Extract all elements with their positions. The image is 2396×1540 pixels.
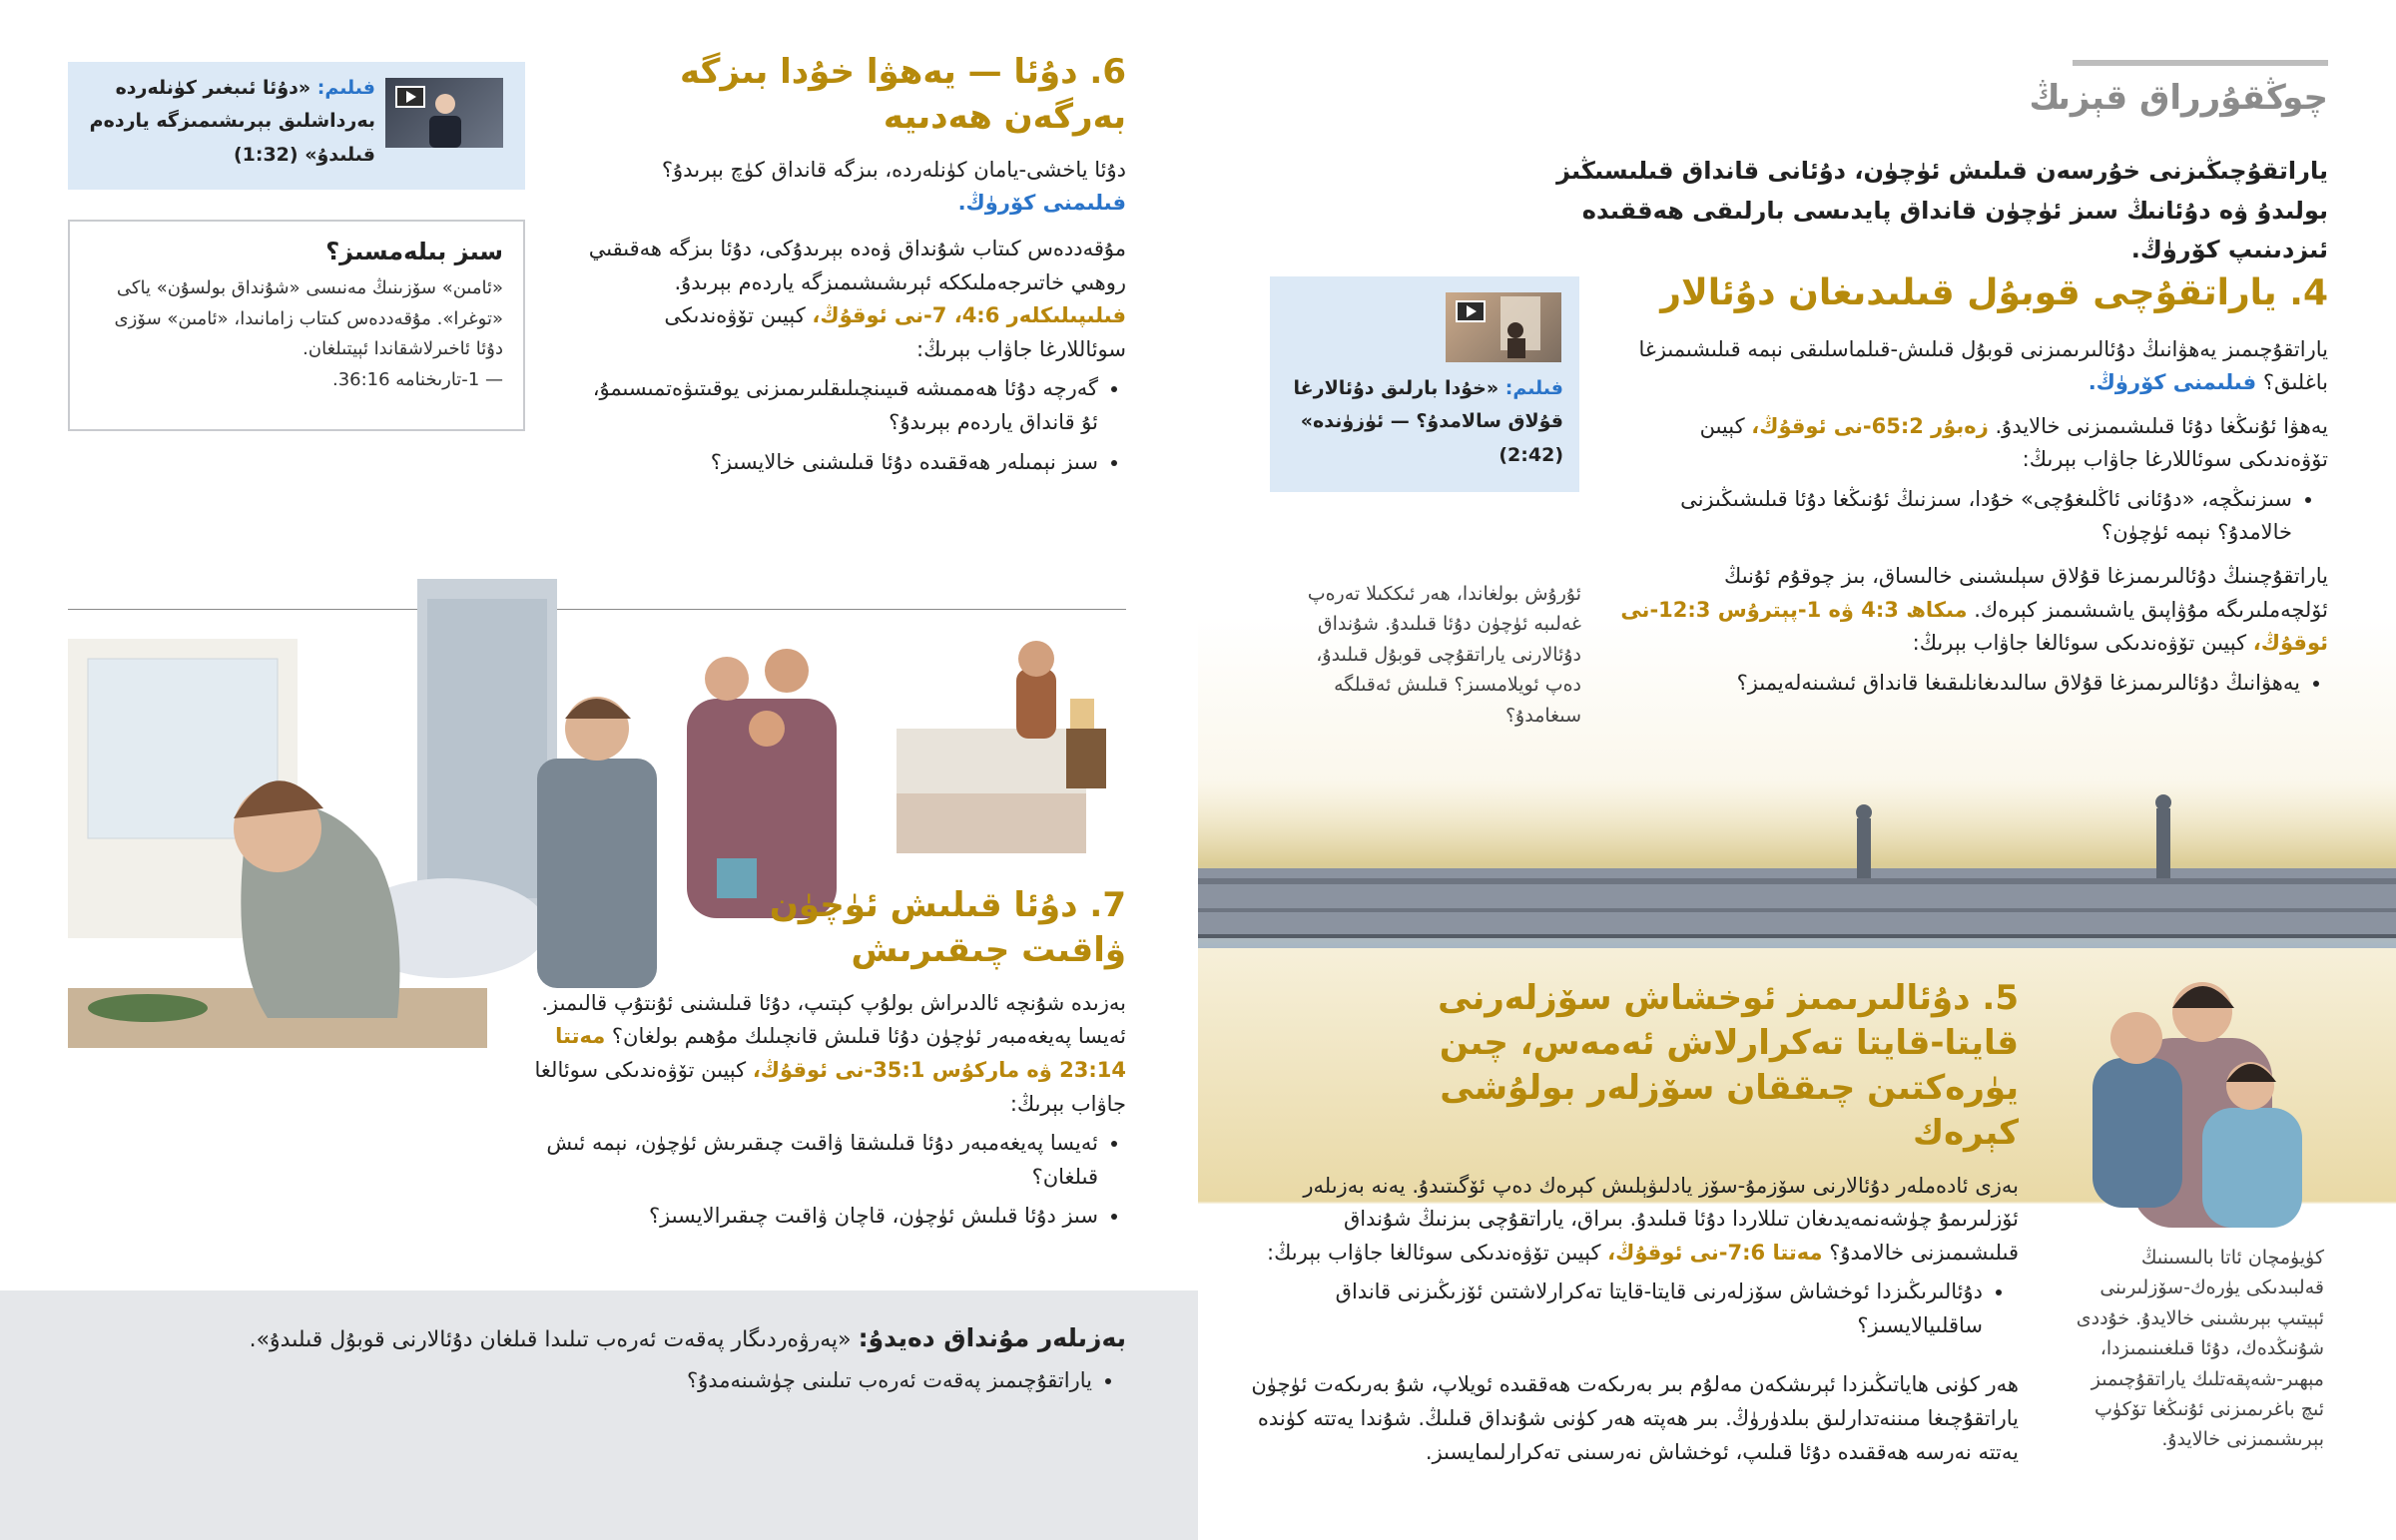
scripture-link-4a[interactable]: زەبۇر 65:2-نى ئوقۇڭ، — [1751, 413, 1989, 438]
scripture-link-6[interactable]: فىلىپىلىكلەر 4:6، 7-نى ئوقۇڭ، — [812, 303, 1126, 328]
section-5-bullets — [1308, 1276, 2019, 1342]
footer-bullets — [40, 1364, 1126, 1398]
section-6-para2: مۇقەددەس كىتاب شۇنداق ۋەدە بېرىدۇكى، دۇئا بىزگە ھەقىقىي روھىي خاتىرجەملىككە ئېرىشىشىمىزگە ياردەم بېرىدۇ. فىلىپىلىكلەر 4:6، 7-نى ئوقۇڭ، كېيىن تۆۋەندىكى سوئاللارغا جاۋاب بېرىڭ: — [588, 236, 1126, 361]
video-card-text — [1284, 372, 1563, 472]
section-5-heading — [1248, 976, 2019, 1156]
video-thumbnail[interactable] — [385, 78, 503, 148]
sidebar-ref: — 1-تارىخنامە 36:16. — [331, 368, 503, 390]
prayer-thumbnail-icon — [1446, 292, 1561, 362]
prison-camp-illustration — [1198, 778, 2396, 948]
section-4-para1: ياراتقۇچىمىز يەھۋانىڭ دۇئالىرىمىزنى قوبۇل قىلىش-قىلماسلىقى نېمە قىلىشىمىزغا باغلىق؟ فىلىمنى كۆرۈڭ. — [1638, 336, 2328, 395]
section-7 — [519, 883, 1126, 1240]
scripture-link-4b[interactable]: مىكاھ 4:3 ۋە 1-پېترۇس 12:3-نى ئوقۇڭ، — [1620, 597, 2328, 656]
list-item: • يەھۋانىڭ دۇئالىرىمىزغا قۇلاق سالىدىغانلىقىغا قانداق ئىشىنەلەيمىز؟ — [1607, 667, 2300, 701]
section-6 — [579, 50, 1126, 485]
section-5-title: دۇئالىرىمىز ئوخشاش سۆزلەرنى قايتا-قايتا تەكرارلاش ئەمەس، چىن يۈرەكتىن چىققان سۆزلەر بولۇشى كېرەك — [1438, 978, 2019, 1153]
section-5 — [1248, 976, 2019, 1469]
list-item: • گەرچە دۇئا ھەممىشە قىيىنچىلىقلىرىمىزنى يوقىتىۋەتمىسىمۇ، ئۇ قانداق ياردەم بېرىدۇ؟ — [579, 372, 1098, 439]
film-link-4[interactable]: فىلىمنى كۆرۈڭ. — [2088, 370, 2257, 395]
video-title: «دۇئا ئىبغىر كۈنلەردە بەرداشلىق بېرىشىمىزگە ياردەم قىلىدۇ» — [89, 77, 375, 166]
section-6-heading — [579, 50, 1126, 140]
section-4-para2: يەھۋا ئۇنىڭغا دۇئا قىلىشىمىزنى خالايدۇ. زەبۇر 65:2-نى ئوقۇڭ، كېيىن تۆۋەندىكى سوئاللارغا جاۋاب بېرىڭ: — [1699, 413, 2328, 472]
video-label: فىلىم: — [1504, 377, 1563, 399]
film-link-6[interactable]: فىلىمنى كۆرۈڭ. — [957, 191, 1126, 216]
family-caption: كۈيۈمچان ئاتا بالىسىنىڭ قەلبىدىكى يۈرەك-سۆزلىرىنى ئېيتىپ بېرىشىنى خالايدۇ. خۇددى شۇنىڭدەك، دۇئا قىلغىنىمىزدا، مېھىر-شەپقەتلىك ياراتقۇچىمىز ئىچ باغرىمىزنى ئۇنىڭغا تۆكۈپ بېرىشىمىزنى خالايدۇ. — [2076, 1247, 2324, 1451]
some-people-say-footer — [0, 1290, 1198, 1540]
section-6-intro: دۇئا ياخشى-يامان كۈنلەردە، بىزگە قانداق كۈچ بېرىدۇ؟ فىلىمنى كۆرۈڭ. — [661, 157, 1126, 216]
list-item: • ياراتقۇچىمىز پەقەت ئەرەب تىلىنى چۈشىنەمدۇ؟ — [40, 1364, 1092, 1398]
video-card-left[interactable] — [68, 62, 525, 190]
section-4 — [1607, 269, 2328, 706]
right-intro: ياراتقۇچىڭىزنى خۇرسەن قىلىش ئۈچۈن، دۇئانى قانداق قىلىسىڭىز بولىدۇ ۋە دۇئانىڭ سىز ئۈچۈن قانداق پايدىسى بارلىقى ھەققىدە ئىزدىنىپ كۆرۈڭ. — [1556, 157, 2328, 264]
video-card-text — [86, 72, 375, 172]
section-title-rule — [2073, 60, 2328, 66]
section-7-number: 7. — [1089, 885, 1126, 925]
section-4-title: ياراتقۇچى قوبۇل قىلىدىغان دۇئالار — [1660, 272, 2277, 313]
scripture-link-5[interactable]: مەتتا 7:6-نى ئوقۇڭ، — [1607, 1240, 1823, 1265]
section-7-bullets — [519, 1127, 1126, 1234]
section-6-number: 6. — [1089, 52, 1126, 92]
sidebar-text: «ئامىن» سۆزىنىڭ مەنىسى «شۇنداق بولسۇن» ياكى «توغرا». مۇقەددەس كىتاب زامانىدا، «ئامىن» سۆزى دۇئا ئاخىرلاشقاندا ئېيتىلغان. — [114, 277, 503, 360]
video-card-right[interactable] — [1270, 276, 1579, 492]
scripture-link-7[interactable]: مەتتا 23:14 ۋە ماركۇس 35:1-نى ئوقۇڭ، — [555, 1024, 1126, 1082]
section-4-para3: ياراتقۇچىنىڭ دۇئالىرىمىزغا قۇلاق سېلىشىنى خالىساق، بىز چوقۇم ئۇنىڭ ئۆلچەملىرىگە مۇۋاپىق ياشىشىمىز كېرەك. مىكاھ 4:3 ۋە 1-پېترۇس 12:3-نى ئوقۇڭ، كېيىن تۆۋەندىكى سوئالغا جاۋاب بېرىڭ: — [1620, 564, 2328, 656]
list-item: • سىز نېمىلەر ھەققىدە دۇئا قىلىشنى خالايسىز؟ — [579, 446, 1098, 480]
footer-quote: «پەرۋەردىگار پەقەت ئەرەب تىلىدا قىلغان دۇئالارنى قوبۇل قىلىدۇ». — [249, 1327, 852, 1352]
video-duration: (2:42) — [1498, 443, 1563, 466]
video-duration: (1:32) — [233, 143, 299, 166]
did-you-know-box — [68, 220, 525, 431]
footer-quote-line — [40, 1318, 1126, 1358]
section-6-bullets — [579, 372, 1126, 479]
prison-caption: ئۇرۇش بولغاندا، ھەر ئىككىلا تەرەپ غەلىبە ئۈچۈن دۇئا قىلىدۇ. شۇنداق دۇئالارنى ياراتقۇچى قوبۇل قىلىدۇ، دەپ ئويلامسىز؟ قىلىش ئەقىلگە سىغامدۇ؟ — [1307, 583, 1581, 727]
section-4-heading — [1607, 269, 2328, 317]
section-7-para: بەزىدە شۇنچە ئالدىراش بولۇپ كېتىپ، دۇئا قىلىشنى ئۇنتۇپ قالىمىز. ئەيسا پەيغەمبەر ئۈچۈن دۇئا قىلىش قانچىلىك مۇھىم بولغان؟ مەتتا 23:14 ۋە ماركۇس 35:1-نى ئوقۇڭ، كېيىن تۆۋەندىكى سوئالغا جاۋاب بېرىڭ: — [534, 990, 1126, 1116]
section-5-number: 5. — [1982, 978, 2019, 1018]
father-son-image — [2073, 968, 2332, 1238]
prison-scene-image — [1198, 778, 2396, 948]
footer-label: بەزىلەر مۇنداق دەيدۇ: — [858, 1323, 1126, 1352]
list-item: • ئەيسا پەيغەمبەر دۇئا قىلىشقا ۋاقىت چىقىرىش ئۈچۈن، نېمە ئىش قىلغان؟ — [519, 1127, 1098, 1194]
list-item: • دۇئالىرىڭىزدا ئوخشاش سۆزلەرنى قايتا-قايتا تەكرارلاشتىن ئۆزىڭىزنى قانداق ساقلىيالايسىز؟ — [1308, 1276, 1983, 1342]
section-7-heading — [719, 883, 1126, 973]
right-page — [1198, 0, 2396, 1540]
section-4-bullets-a — [1647, 483, 2328, 550]
section-6-title: دۇئا — يەھۋا خۇدا بىزگە بەرگەن ھەدىيە — [680, 52, 1126, 137]
section-7-title: دۇئا قىلىش ئۈچۈن ۋاقىت چىقىرىش — [769, 885, 1126, 970]
list-item: • سىز دۇئا قىلىش ئۈچۈن، قاچان ۋاقىت چىقىرالايسىز؟ — [519, 1200, 1098, 1234]
list-item: • سىزنىڭچە، «دۇئانى ئاڭلىغۇچى» خۇدا، سىزنىڭ ئۇنىڭغا دۇئا قىلىشىڭىزنى خالامدۇ؟ نېمە ئۈچۈن؟ — [1647, 483, 2292, 550]
video-thumbnail[interactable] — [1446, 292, 1561, 362]
father-son-illustration — [2073, 968, 2332, 1238]
sidebar-title: سىز بىلەمسىز؟ — [325, 238, 503, 265]
section-5-para1: بەزى ئادەملەر دۇئالارنى سۆزمۇ-سۆز يادلىۋېلىش كېرەك دەپ ئۆگىتىدۇ. يەنە بەزىلەر ئۆزلىرىمۇ چۈشەنمەيدىغان تىللاردا دۇئا قىلىدۇ. بىراق، ياراتقۇچى بىزنىڭ شۇنداق قىلىشىمىزنى خالامدۇ؟ مەتتا 7:6-نى ئوقۇڭ، كېيىن تۆۋەندىكى سوئالغا جاۋاب بېرىڭ: — [1267, 1173, 2019, 1265]
video-title: «خۇدا بارلىق دۇئالارغا قۇلاق سالامدۇ؟ — ئۈزۈندە» — [1293, 377, 1563, 433]
video-label: فىلىم: — [316, 77, 375, 99]
section-4-bullets-b — [1607, 667, 2328, 701]
section-4-number: 4. — [2289, 272, 2328, 313]
dig-deeper-title: چوڭقۇرراق قېزىڭ — [2029, 78, 2328, 118]
section-5-para2: ھەر كۈنى ھاياتىڭىزدا ئېرىشكەن مەلۇم بىر بەرىكەت ھەققىدە ئويلاپ، شۇ بەرىكەت ئۈچۈن ياراتقۇچىغا مىننەتدارلىق بىلدۈرۈڭ. بىر ھەپتە ھەر كۈنى شۇنداق قىلىڭ. شۇندا يەتتە كۈندە يەتتە نەرسە ھەققىدە دۇئا قىلىپ، ئوخشاش نەرسىنى تەكرارلىمايسىز. — [1251, 1372, 2019, 1464]
speaker-silhouette-icon — [385, 78, 503, 148]
